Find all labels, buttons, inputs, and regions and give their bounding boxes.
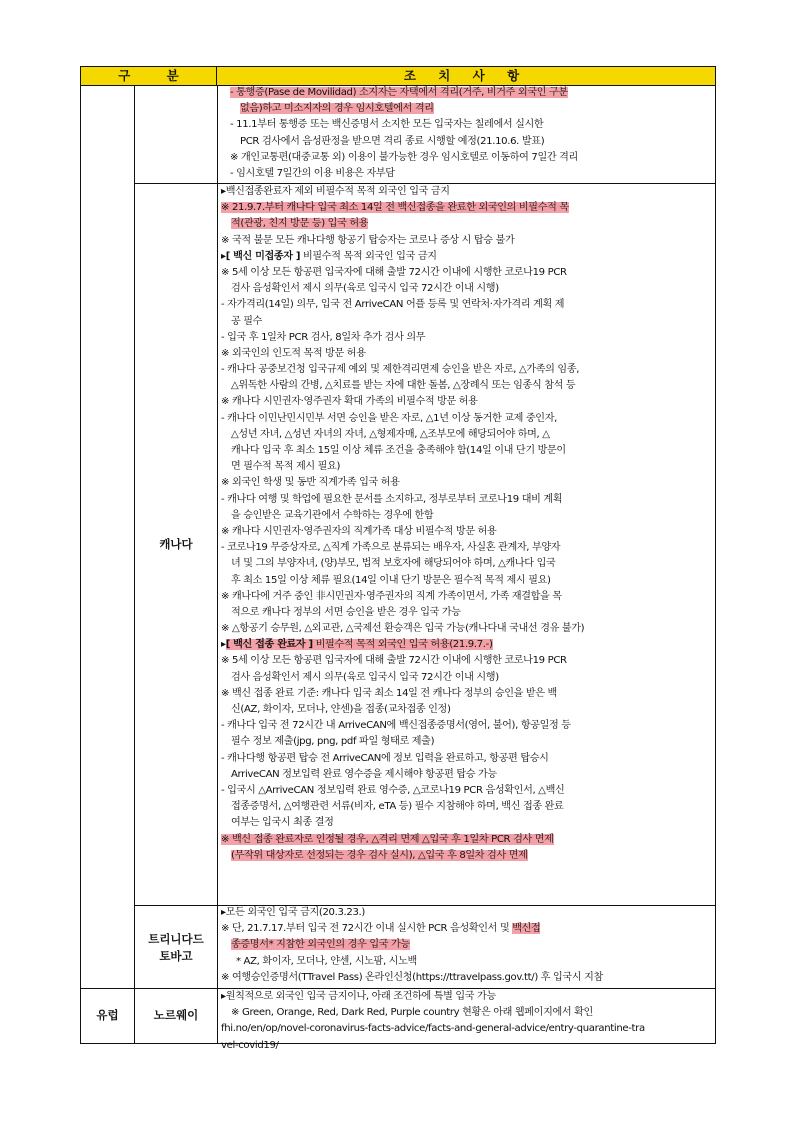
text-segment: ▸모든 외국인 입국 금지(20.3.23.) xyxy=(221,907,366,918)
text-line xyxy=(221,459,715,475)
text-segment: △위독한 사람의 간병, △치료를 받는 자에 대한 돌봄, △장례식 또는 임종식 참석 등 xyxy=(231,380,576,392)
text-line xyxy=(221,1021,715,1037)
text-segment: 후 최소 15일 이상 체류 필요(14일 이내 단기 방문은 필수적 목적 제시 필요) xyxy=(231,574,551,586)
trinidad-measures xyxy=(218,905,715,986)
text-line xyxy=(221,492,715,508)
text-segment: 을 승인받은 교육기관에서 수학하는 경우에 한함 xyxy=(231,509,434,521)
text-line xyxy=(221,265,715,281)
text-line xyxy=(230,85,715,101)
text-line xyxy=(221,783,715,799)
text-segment: 검사 음성확인서 제시 의무(육로 입국시 입국 72시간 이내 시행) xyxy=(231,283,499,295)
text-segment: 검사 음성확인서 제시 의무(육로 입국시 입국 72시간 이내 시행) xyxy=(231,671,499,683)
text-line xyxy=(221,954,715,970)
text-line xyxy=(221,184,715,200)
text-line xyxy=(221,233,715,249)
text-line xyxy=(230,134,715,150)
text-line xyxy=(221,330,715,346)
text-segment: 캐나다 입국 후 최소 15일 이상 체류 조건을 충족해야 함(14일 이내 단기 방문이 xyxy=(231,445,566,456)
text-segment: 접종증명서, △여행관련 서류(비자, eTA 등) 필수 지참해야 하며, 백신 접종 완료 xyxy=(231,801,564,813)
text-segment: - 통행증(Pase de Movilidad) 소지자는 자택에서 격리(거주, 비거주 외국인 구분 xyxy=(230,87,568,98)
text-segment: 신(AZ, 화이자, 모더나, 얀센)을 접종(교차접종 인정) xyxy=(231,704,451,715)
text-segment: - 캐나다 이민난민시민부 서면 승인을 받은 자로, △1년 이상 동거한 교제 중인자, xyxy=(221,412,557,424)
text-line xyxy=(221,815,715,831)
text-segment: ※ 백신 접종 완료 기준: 캐나다 입국 최소 14일 전 캐나다 정부의 승인을 받은 백 xyxy=(221,687,557,699)
text-segment: - 캐나다 여행 및 학업에 필요한 문서를 소지하고, 정부로부터 코로나19 대비 계획 xyxy=(221,493,563,505)
country-trinidad: 트리니다드 토바고 xyxy=(148,932,204,963)
text-segment: ※ 백신 접종 완료자로 인정될 경우, △격리 면제 △입국 후 1일차 PCR 검사 면제 xyxy=(221,833,554,845)
text-segment: - 자가격리(14일) 의무, 입국 전 ArriveCAN 어플 등록 및 연락처·자가격리 계획 제 xyxy=(221,299,565,311)
country-norway: 노르웨이 xyxy=(153,1008,199,1022)
text-segment: ※ 외국인의 인도적 목적 방문 허용 xyxy=(221,347,366,359)
text-line xyxy=(221,653,715,669)
text-line xyxy=(221,475,715,491)
text-line xyxy=(221,1038,715,1054)
region-europe: 유럽 xyxy=(96,1008,119,1022)
text-segment: - 코로나19 무증상자로, △직계 가족으로 분류되는 배우자, 사실혼 관계자, 부양자 xyxy=(221,542,561,554)
text-segment: 여부는 입국시 최종 결정 xyxy=(231,817,334,829)
text-segment: 적으로 캐나다 정부의 서면 승인을 받은 경우 입국 가능 xyxy=(231,606,461,618)
text-line xyxy=(221,718,715,734)
text-segment: ※ Green, Orange, Red, Dark Red, Purple country 현황은 아래 웹페이지에서 확인 xyxy=(231,1007,593,1019)
text-segment: - 입국 후 1일차 PCR 검사, 8일차 추가 검사 의무 xyxy=(221,331,426,343)
text-line xyxy=(230,166,715,182)
text-segment: ※ 캐나다에 거주 중인 非시민권자·영주권자의 직계 가족이면서, 가족 재결합을 목 xyxy=(221,590,562,602)
text-segment: 공 필수 xyxy=(231,315,263,327)
text-line xyxy=(221,556,715,572)
text-line xyxy=(221,970,715,986)
text-line xyxy=(221,832,715,848)
text-segment: ※ 21.9.7.부터 캐나다 입국 최소 14일 전 백신접종을 완료한 외국인의 비필수적 목 xyxy=(221,202,569,214)
text-line xyxy=(221,540,715,556)
text-line xyxy=(221,314,715,330)
text-segment: ▸원칙적으로 외국인 입국 금지이나, 아래 조건하에 특별 입국 가능 xyxy=(221,991,496,1002)
text-segment: ▸ xyxy=(221,639,226,651)
text-line xyxy=(221,905,715,921)
text-line xyxy=(230,117,715,133)
text-line xyxy=(221,200,715,216)
text-segment: - 임시호텔 7일간의 이용 비용은 자부담 xyxy=(230,167,395,179)
text-segment: - 11.1부터 통행증 또는 백신증명서 소지한 모든 입국자는 칠레에서 실시한 xyxy=(230,119,544,131)
text-segment: ※ 여행승인증명서(TTravel Pass) 온라인신청(https://ttravelpass.gov.tt/) 후 입국시 지참 xyxy=(221,971,603,983)
text-segment: (무작위 대상자로 선정되는 경우 검사 실시), △입국 후 8일차 검사 면제 xyxy=(231,849,528,861)
canada-measures xyxy=(218,184,715,864)
text-segment: ※ △항공기 승무원, △외교관, △국제선 환승객은 입국 가능(캐나다내 국내선 경유 불가) xyxy=(221,623,585,635)
text-segment: 비필수적 목적 외국인 입국 허용(21.9.7.-) xyxy=(312,639,493,651)
text-line xyxy=(221,989,715,1005)
text-line xyxy=(221,1005,715,1021)
measures-table xyxy=(80,66,716,1051)
text-segment: vel-covid19/ xyxy=(221,1039,279,1051)
text-line xyxy=(221,734,715,750)
text-segment: 종증명서* 지참한 외국인의 경우 입국 가능 xyxy=(231,939,410,951)
text-line xyxy=(221,921,715,937)
text-line xyxy=(221,637,715,653)
text-line xyxy=(221,767,715,783)
text-line xyxy=(221,411,715,427)
text-line xyxy=(230,150,715,166)
text-line xyxy=(230,101,715,117)
chile-measures xyxy=(218,85,715,182)
text-line xyxy=(221,670,715,686)
text-segment: 녀 및 그의 부양자녀, (양)부모, 법적 보호자에 해당되어야 하며, △캐나다 입국 xyxy=(231,558,556,570)
text-segment: ※ 외국인 학생 및 동반 직계가족 입국 허용 xyxy=(221,477,400,489)
text-segment: △성년 자녀, △성년 자녀의 자녀, △형제자매, △조부모에 해당되어야 하며, △ xyxy=(231,428,550,440)
table-header xyxy=(81,67,715,86)
text-segment: 백신접 xyxy=(512,923,541,935)
text-line xyxy=(221,297,715,313)
text-segment: 면 필수적 목적 제시 필요) xyxy=(231,461,341,473)
text-segment: ※ 5세 이상 모든 항공편 입국자에 대해 출발 72시간 이내에 시행한 코로나19 PCR xyxy=(221,655,567,667)
norway-measures xyxy=(218,989,715,1054)
col-divider-region xyxy=(134,86,135,1043)
text-line xyxy=(221,362,715,378)
text-line xyxy=(221,621,715,637)
text-segment: ※ 단, 21.7.17.부터 입국 전 72시간 이내 실시한 PCR 음성확인서 및 xyxy=(221,923,513,935)
text-segment: * AZ, 화이자, 모더나, 얀센, 시노팜, 시노백 xyxy=(236,955,417,967)
text-line xyxy=(221,394,715,410)
text-segment: ▸[ 백신 미접종자 ] xyxy=(221,250,301,262)
text-line xyxy=(221,524,715,540)
text-segment: - 입국시 △ArriveCAN 정보입력 완료 영수증, △코로나19 PCR 음성확인서, △백신 xyxy=(221,784,565,796)
text-segment: ※ 5세 이상 모든 항공편 입국자에 대해 출발 72시간 이내에 시행한 코로나19 PCR xyxy=(221,266,567,278)
text-line xyxy=(221,216,715,232)
text-segment: ※ 캐나다 시민권자·영주권자 확대 가족의 비필수적 방문 허용 xyxy=(221,396,478,408)
text-line xyxy=(221,848,715,864)
text-line xyxy=(221,346,715,362)
text-line xyxy=(221,589,715,605)
text-line xyxy=(221,937,715,953)
text-segment: fhi.no/en/op/novel-coronavirus-facts-advice/facts-and-general-advice/entry-quarantine-tra xyxy=(221,1023,645,1035)
text-segment: 없음)하고 미소지자의 경우 임시호텔에서 격리 xyxy=(240,103,434,115)
header-category: 구 분 xyxy=(81,67,217,85)
text-line xyxy=(221,427,715,443)
text-segment: ※ 국적 불문 모든 캐나다행 항공기 탑승자는 코로나 증상 시 탑승 불가 xyxy=(221,234,515,246)
text-segment: [ 백신 접종 완료자 ] xyxy=(225,639,313,651)
text-segment: - 캐나다 입국 전 72시간 내 ArriveCAN에 백신접종증명서(영어, 불어), 항공일정 등 xyxy=(221,720,571,732)
text-segment: - 캐나다 공중보건청 입국규제 예외 및 제한격리면제 승인을 받은 자로, △가족의 임종, xyxy=(221,364,580,376)
header-measures: 조 치 사 항 xyxy=(403,68,529,83)
text-segment: PCR 검사에서 음성판정을 받으면 격리 종료 시행할 예정(21.10.6. 발표) xyxy=(240,135,545,147)
text-line xyxy=(221,378,715,394)
text-line xyxy=(221,799,715,815)
text-line xyxy=(221,249,715,265)
text-segment: ※ 개인교통편(대중교통 외) 이용이 불가능한 경우 임시호텔로 이동하여 7일간 격리 xyxy=(230,151,578,163)
text-line xyxy=(221,702,715,718)
text-line xyxy=(221,508,715,524)
text-line xyxy=(221,605,715,621)
text-segment: 적(관광, 친지 방문 등) 입국 허용 xyxy=(231,218,369,230)
text-segment: ※ 캐나다 시민권자·영주권자의 직계가족 대상 비필수적 방문 허용 xyxy=(221,525,497,537)
text-line xyxy=(221,751,715,767)
country-canada: 캐나다 xyxy=(159,537,193,551)
text-line xyxy=(221,443,715,459)
text-line xyxy=(221,686,715,702)
text-line xyxy=(221,573,715,589)
text-line xyxy=(221,281,715,297)
text-segment: ArriveCAN 정보입력 완료 영수증을 제시해야 항공편 탑승 가능 xyxy=(231,768,497,780)
text-segment: 비필수적 목적 외국인 입국 금지 xyxy=(300,250,437,262)
text-segment: - 캐나다행 항공편 탑승 전 ArriveCAN에 정보 입력을 완료하고, 항공편 탑승시 xyxy=(221,752,549,764)
text-segment: 필수 정보 제출(jpg, png, pdf 파일 형태로 제출) xyxy=(231,736,435,748)
text-segment: ▸백신접종완료자 제외 비필수적 목적 외국인 입국 금지 xyxy=(221,186,450,197)
